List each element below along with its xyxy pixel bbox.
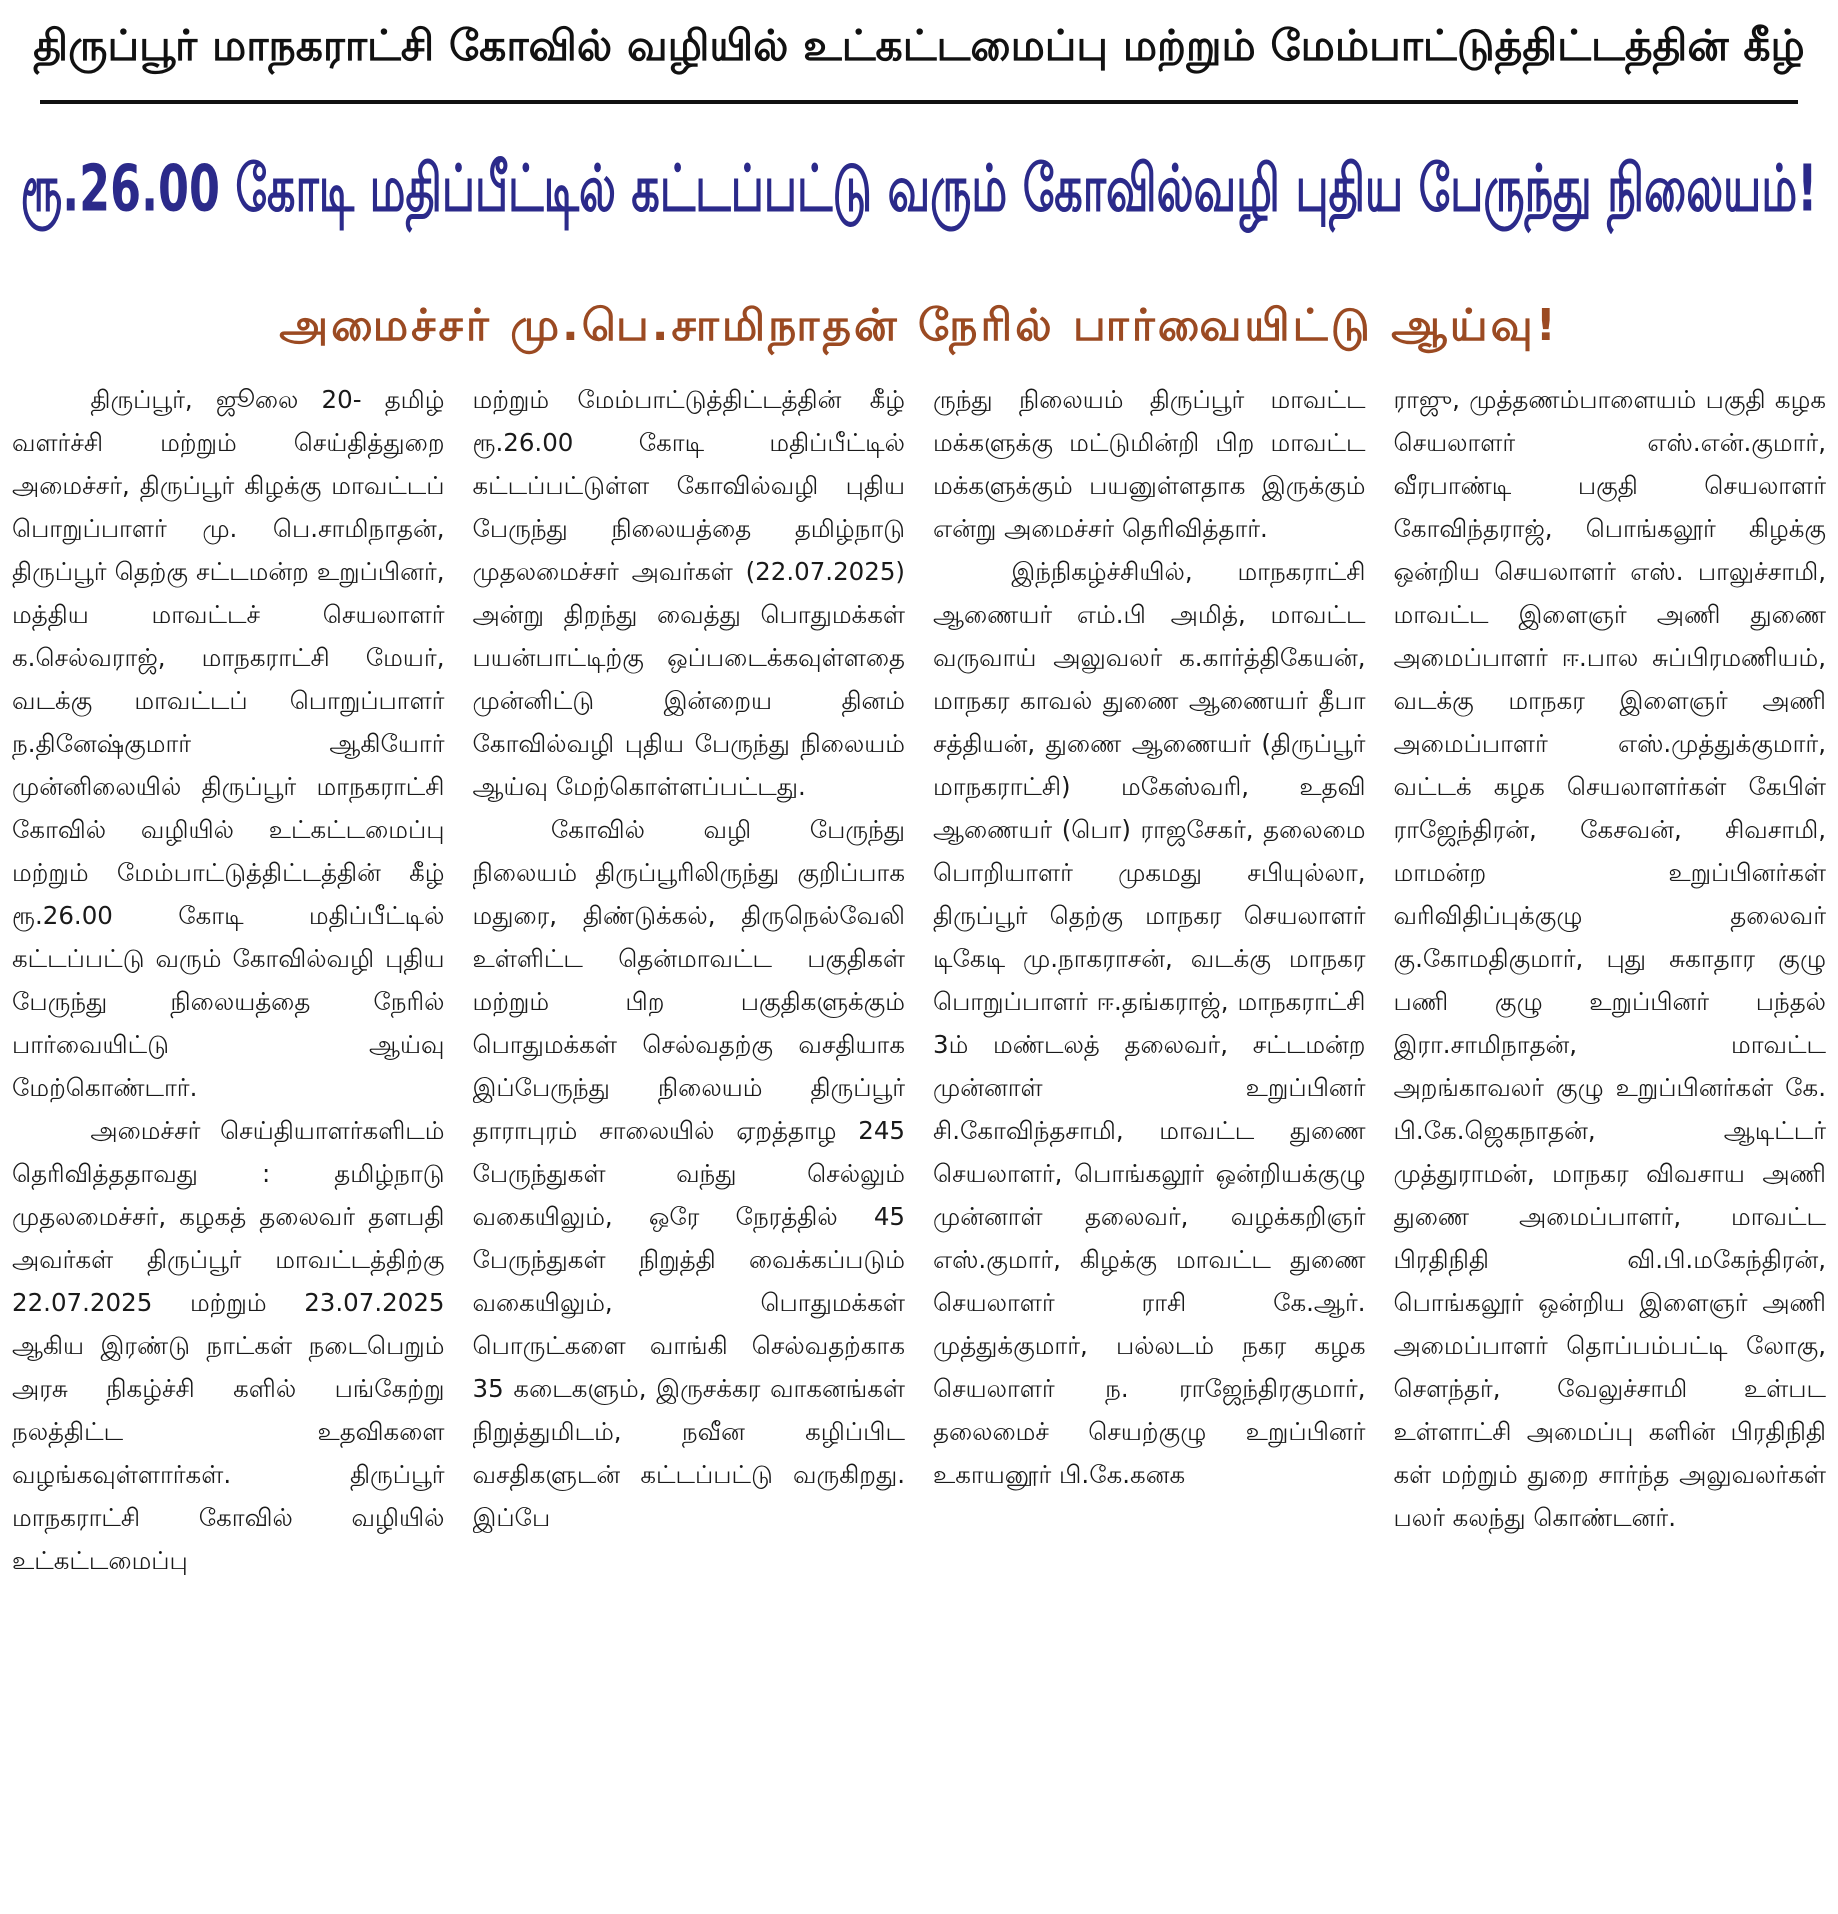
paragraph: மற்றும் மேம்பாட்டுத்திட்டத்தின் கீழ் ரூ.26.00 கோடி மதிப்பீட்டில் கட்டப்பட்டுள்ள கோவில்வழி புதிய பேருந்து நிலையத்தை தமிழ்நாடு முதலமைச்சர் அவர்கள் (22.07.2025) அன்று திறந்து வைத்து பொதுமக்கள் பயன்பாட்டிற்கு ஒப்படைக்கவுள்ளதை முன்னிட்டு இன்றைய தினம் கோவில்வழி புதிய பேருந்து நிலையம் ஆய்வு மேற்கொள்ளப்பட்டது. (472, 385, 905, 801)
paragraph: இந்நிகழ்ச்சியில், மாநகராட்சி ஆணையர் எம்.பி அமித், மாவட்ட வருவாய் அலுவலர் க.கார்த்திகேயன், மாநகர காவல் துணை ஆணையர் தீபா சத்தியன், துணை ஆணையர் (திருப்பூர் மாநகராட்சி) மகேஸ்வரி, உதவி ஆணையர் (பொ) ராஜசேகர், தலைமை பொறியாளர் முகமது சபியுல்லா, திருப்பூர் தெற்கு மாநகர செயலாளர் டிகேடி மு.நாகராசன், வடக்கு மாநகர பொறுப்பாளர் ஈ.தங்கராஜ், மாநகராட்சி 3ம் மண்டலத் தலைவர், சட்டமன்ற முன்னாள் உறுப்பினர் சி.கோவிந்தசாமி, மாவட்ட துணை செயலாளர், பொங்கலூர் ஒன்றியக்குழு முன்னாள் தலைவர், வழக்கறிஞர் எஸ்.குமார், கிழக்கு மாவட்ட துணை செயலாளர் ராசி கே.ஆர். முத்துக்குமார், பல்லடம் நகர கழக செயலாளர் ந. ராஜேந்திரகுமார், தலைமைச் செயற்குழு உறுப்பினர் உகாயனூர் பி.கே.கனக (933, 557, 1366, 1489)
headline: ரூ.26.00 கோடி மதிப்பீட்டில் கட்டப்பட்டு வரும் கோவில்வழி புதிய பேருந்து நிலையம்! (20, 151, 1818, 226)
article-column-2 (473, 378, 906, 1906)
article-column-1 (12, 378, 445, 1906)
paragraph: கோவில் வழி பேருந்து நிலையம் திருப்பூரிலிருந்து குறிப்பாக மதுரை, திண்டுக்கல், திருநெல்வேலி உள்ளிட்ட தென்மாவட்ட பகுதிகள் மற்றும் பிற பகுதிகளுக்கும் பொதுமக்கள் செல்வதற்கு வசதியாக இப்பேருந்து நிலையம் திருப்பூர் தாராபுரம் சாலையில் ஏறத்தாழ 245 பேருந்துகள் வந்து செல்லும் வகையிலும், ஒரே நேரத்தில் 45 பேருந்துகள் நிறுத்தி வைக்கப்படும் வகையிலும், பொதுமக்கள் பொருட்களை வாங்கி செல்வதற்காக 35 கடைகளும், இருசக்கர வாகனங்கள் நிறுத்துமிடம், நவீன கழிப்பிட வசதிகளுடன் கட்டப்பட்டு வருகிறது. இப்பே (472, 815, 905, 1532)
article-column-3 (933, 378, 1366, 1906)
paragraph: ருந்து நிலையம் திருப்பூர் மாவட்ட மக்களுக்கு மட்டுமின்றி பிற மாவட்ட மக்களுக்கும் பயனுள்ளதாக இருக்கும் என்று அமைச்சர் தெரிவித்தார். (933, 385, 1366, 543)
paragraph: திருப்பூர், ஜூலை 20- தமிழ் வளர்ச்சி மற்றும் செய்தித்துறை அமைச்சர், திருப்பூர் கிழக்கு மாவட்டப் பொறுப்பாளர் மு. பெ.சாமிநாதன், திருப்பூர் தெற்கு சட்டமன்ற உறுப்பினர், மத்திய மாவட்டச் செயலாளர் க.செல்வராஜ், மாநகராட்சி மேயர், வடக்கு மாவட்டப் பொறுப்பாளர் ந.தினேஷ்குமார் ஆகியோர் முன்னிலையில் திருப்பூர் மாநகராட்சி கோவில் வழியில் உட்கட்டமைப்பு மற்றும் மேம்பாட்டுத்திட்டத்தின் கீழ் ரூ.26.00 கோடி மதிப்பீட்டில் கட்டப்பட்டு வரும் கோவில்வழி புதிய பேருந்து நிலையத்தை நேரில் பார்வையிட்டு ஆய்வு மேற்கொண்டார். (12, 385, 445, 1102)
article-column-4 (1394, 378, 1827, 1906)
paragraph: ராஜு, முத்தணம்பாளையம் பகுதி கழக செயலாளர் எஸ்.என்.குமார், வீரபாண்டி பகுதி செயலாளர் கோவிந்தராஜ், பொங்கலூர் கிழக்கு ஒன்றிய செயலாளர் எஸ். பாலுச்சாமி, மாவட்ட இளைஞர் அணி துணை அமைப்பாளர் ஈ.பால சுப்பிரமணியம், வடக்கு மாநகர இளைஞர் அணி அமைப்பாளர் எஸ்.முத்துக்குமார், வட்டக் கழக செயலாளர்கள் கேபிள் ராஜேந்திரன், கேசவன், சிவசாமி, மாமன்ற உறுப்பினர்கள் வரிவிதிப்புக்குழு தலைவர் கு.கோமதிகுமார், புது சுகாதார குழு பணி குழு உறுப்பினர் பந்தல் இரா.சாமிநாதன், மாவட்ட அறங்காவலர் குழு உறுப்பினர்கள் கே. பி.கே.ஜெகநாதன், ஆடிட்டர் முத்துராமன், மாநகர விவசாய அணி துணை அமைப்பாளர், மாவட்ட பிரதிநிதி வி.பி.மகேந்திரன், பொங்கலூர் ஒன்றிய இளைஞர் அணி அமைப்பாளர் தொப்பம்பட்டி லோகு, சௌந்தர், வேலுச்சாமி உள்பட உள்ளாட்சி அமைப்பு களின் பிரதிநிதி கள் மற்றும் துறை சார்ந்த அலுவலர்கள் பலர் கலந்து கொண்டனர். (1393, 385, 1826, 1532)
subheadline: அமைச்சர் மு.பெ.சாமிநாதன் நேரில் பார்வையிட்டு ஆய்வு! (279, 299, 1559, 351)
kicker-line: திருப்பூர் மாநகராட்சி கோவில் வழியில் உட்கட்டமைப்பு மற்றும் மேம்பாட்டுத்திட்டத்தின் கீழ் (33, 22, 1805, 71)
paragraph: அமைச்சர் செய்தியாளர்களிடம் தெரிவித்ததாவது : தமிழ்நாடு முதலமைச்சர், கழகத் தலைவர் தளபதி அவர்கள் திருப்பூர் மாவட்டத்திற்கு 22.07.2025 மற்றும் 23.07.2025 ஆகிய இரண்டு நாட்கள் நடைபெறும் அரசு நிகழ்ச்சி களில் பங்கேற்று நலத்திட்ட உதவிகளை வழங்கவுள்ளார்கள். திருப்பூர் மாநகராட்சி கோவில் வழியில் உட்கட்டமைப்பு (12, 1116, 445, 1575)
article-body (12, 378, 1826, 1906)
